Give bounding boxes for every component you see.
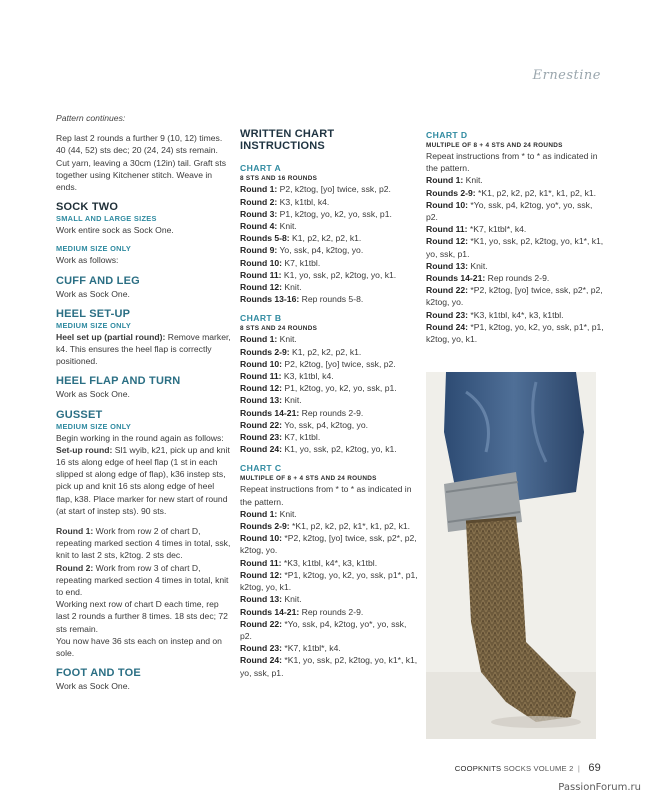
instruction-text: Knit. [277,221,297,232]
instruction-row [426,199,604,223]
instruction-text: *K7, k1tbl*, k4. [282,643,341,654]
instruction-row [426,187,604,199]
round2-bold: Round 2: [56,562,94,573]
instruction-row [426,284,604,308]
instruction-label: Rounds 5-8: [240,233,290,244]
instruction-row [240,269,418,281]
instruction-text: *P2, k2tog, [yo] twice, ssk, p2*, p2, k2tog, yo. [426,285,603,308]
instruction-row [426,174,604,186]
chart-b-sub: 8 STS AND 24 ROUNDS [240,325,318,333]
instruction-label: Rounds 13-16: [240,294,300,305]
instruction-text: *P1, k2tog, yo, k2, yo, ssk, p1*, p1, k2tog, yo, k1. [426,321,604,345]
instruction-label: Round 23: [426,309,469,320]
instruction-label: Round 13: [240,594,283,605]
instruction-row [240,196,418,208]
instruction-text: Knit. [277,334,297,345]
instruction-text: Knit. [463,175,483,186]
instruction-text: K1, p2, k2, p2, k1. [289,233,362,244]
instruction-text: Knit. [277,508,297,519]
instruction-label: Round 2: [240,196,278,207]
instruction-text: P1, k2tog, yo, k2, yo, ssk, p1. [282,383,397,394]
now-paragraph: You now have 36 sts each on instep and on sole. [56,635,222,659]
instruction-row [240,220,418,232]
instruction-text: *Yo, ssk, p4, k2tog, yo*, yo, ssk, p2. [426,199,593,223]
brand-logo: Ernestine [532,68,601,83]
sock-photo [426,372,596,739]
instruction-row [426,321,604,345]
instruction-label: Rounds 2-9: [240,346,290,357]
instruction-label: Round 12: [240,383,283,394]
instruction-text: *K1, yo, ssk, p2, k2tog, yo, k1*, k1, yo, ssk, p1. [426,236,604,259]
instruction-text: *K1, yo, ssk, p2, k2tog, yo, k1*, k1, yo, ssk, p1. [240,655,418,678]
medium-text: Work as follows: [56,255,119,266]
instruction-text: K3, k1tbl, k4. [277,196,330,207]
small-large-subheading: SMALL AND LARGE SIZES [56,214,157,224]
instruction-label: Round 24: [426,321,469,332]
instruction-label: Round 11: [240,269,282,280]
instruction-row [240,358,418,370]
instruction-label: Rounds 2-9: [426,187,476,198]
cuff-leg-text: Work as Sock One. [56,288,130,299]
instruction-row [240,333,418,345]
heel-setup-text: Remove marker, k4. This ensures the heel flap is correctly positioned. [56,331,231,367]
working-paragraph: Working next row of chart D each time, rep last 2 rounds a further 8 times. 18 sts dec; 72 sts remain. [56,599,228,634]
instruction-label: Round 23: [240,643,283,654]
instruction-label: Round 4: [240,221,278,232]
instruction-text: *P1, k2tog, yo, k2, yo, ssk, p1*, p1, k2tog, yo, k1. [240,569,418,593]
instruction-label: Round 13: [240,395,283,406]
instruction-text: P2, k2tog, [yo] twice, ssk, p2. [277,184,391,195]
instruction-label: Round 24: [240,444,283,455]
round1-bold: Round 1: [56,526,94,537]
heel-setup-paragraph [56,331,232,368]
instruction-text: K3, k1tbl, k4. [281,371,334,382]
column-middle [240,128,418,679]
instruction-text: Rep rounds 2-9. [485,273,550,284]
instruction-text: K7, k1tbl. [282,257,321,268]
sock-illustration [426,372,596,739]
instruction-text: Knit. [468,260,488,271]
instruction-label: Round 12: [426,236,469,247]
gusset-heading: GUSSET [56,408,103,421]
instruction-label: Round 10: [426,199,469,210]
instruction-row [426,223,604,235]
instruction-label: Rounds 14-21: [240,606,300,617]
instruction-label: Round 12: [240,282,283,293]
footer-separator: | [577,764,581,773]
instruction-row [240,232,418,244]
instruction-row [240,370,418,382]
foot-toe-text: Work as Sock One. [56,681,130,692]
instruction-label: Round 1: [240,184,278,195]
round1-text: Work from row 2 of chart D, repeating marked section 4 times in total, ssk, knit to last 2 sts, k2tog. 2 sts dec. [56,526,231,561]
chart-d-sub: MULTIPLE OF 8 + 4 STS AND 24 ROUNDS [426,142,563,149]
page-footer [455,762,601,774]
instruction-label: Round 1: [240,508,278,519]
written-chart-title: WRITTEN CHART INSTRUCTIONS [240,128,335,153]
heel-medium-subheading: MEDIUM SIZE ONLY [56,320,132,330]
chart-b-rows [240,333,418,455]
column-left [56,112,232,693]
instruction-text: K7, k1tbl. [282,432,321,443]
instruction-row [240,394,418,406]
instruction-row [240,419,418,431]
instruction-label: Round 22: [240,419,283,430]
instruction-row [426,260,604,272]
instruction-label: Rounds 14-21: [240,407,300,418]
instruction-label: Round 13: [426,260,469,271]
instruction-text: Yo, ssk, p4, k2tog, yo. [282,419,369,430]
chart-c-intro: Repeat instructions from * to * as indicated in the pattern. [240,484,412,507]
chart-c-rows [240,508,418,679]
instruction-row [240,431,418,443]
heel-setup-bold: Heel set up (partial round): [56,331,166,342]
instruction-label: Round 9: [240,245,278,256]
instruction-label: Round 22: [240,618,283,629]
chart-d-intro: Repeat instructions from * to * as indicated in the pattern. [426,151,598,174]
instruction-label: Round 12: [240,569,283,580]
instruction-row [240,606,418,618]
instruction-text: *Yo, ssk, p4, k2tog, yo*, yo, ssk, p2. [240,618,407,641]
instruction-text: Knit. [282,594,302,605]
instruction-text: Knit. [282,282,302,293]
setup-round-text: Sl1 wyib, k21, pick up and knit 16 sts along edge of heel flap (1 st in each slipped st along edge of flap), k36 instep sts, pick up and knit 16 sts along edge of heel flap, k38. Place marker for new start of round (at start of instep sts). 90 sts. [56,444,230,516]
chart-b-heading: CHART B [240,313,282,324]
instruction-row [240,557,418,569]
instruction-label: Round 11: [426,224,468,235]
instruction-row [426,309,604,321]
setup-round-paragraph [56,444,232,517]
instruction-row [240,532,418,556]
instruction-text: *K3, k1tbl, k4*, k3, k1tbl. [468,309,564,320]
intro-paragraph: Rep last 2 rounds a further 9 (10, 12) times. 40 (44, 52) sts dec; 20 (24, 24) sts remain. Cut yarn, leaving a 30cm (12in) tail. Graft sts together using Kitchener stitch. Weave in ends. [56,133,227,193]
instruction-label: Round 3: [240,208,278,219]
instruction-label: Round 10: [240,358,283,369]
instruction-text: K1, yo, ssk, p2, k2tog, yo, k1. [281,269,397,280]
instruction-label: Round 24: [240,655,283,666]
instruction-text: *K1, p2, k2, p2, k1*, k1, p2, k1. [289,521,411,532]
pattern-continues-label: Pattern continues: [56,113,126,123]
chart-c-sub: MULTIPLE OF 8 + 4 STS AND 24 ROUNDS [240,475,377,483]
instruction-row [240,293,418,305]
instruction-label: Round 11: [240,557,282,568]
round1-paragraph [56,525,232,562]
footer-brand: COOPKNITS [454,764,502,773]
instruction-row [240,569,418,593]
instruction-label: Round 22: [426,285,469,296]
instruction-text: Yo, ssk, p4, k2tog, yo. [277,245,364,256]
heel-setup-heading: HEEL SET-UP [56,307,131,320]
instruction-row [240,520,418,532]
instruction-row [240,618,418,642]
instruction-row [240,281,418,293]
instruction-text: Rep rounds 2-9. [299,606,364,617]
instruction-row [240,654,418,678]
chart-a-sub: 8 STS AND 16 ROUNDS [240,175,318,183]
instruction-row [426,272,604,284]
column-right [426,130,604,345]
small-large-text: Work entire sock as Sock One. [56,225,174,236]
instruction-text: *K3, k1tbl, k4*, k3, k1tbl. [281,557,378,568]
instruction-row [240,183,418,195]
chart-d-heading: CHART D [426,130,468,140]
instruction-text: Knit. [282,395,302,406]
instruction-row [240,208,418,220]
instruction-text: *K1, p2, k2, p2, k1*, k1, p2, k1. [475,187,597,198]
foot-toe-heading: FOOT AND TOE [56,667,141,680]
page-number: 69 [588,762,601,774]
instruction-label: Round 10: [240,257,283,268]
instruction-label: Round 1: [240,334,278,345]
instruction-row [426,235,604,259]
instruction-text: K1, p2, k2, p2, k1. [289,346,362,357]
heel-flap-text: Work as Sock One. [56,389,130,400]
instruction-row [240,593,418,605]
instruction-row [240,257,418,269]
instruction-label: Round 23: [240,432,283,443]
instruction-label: Round 11: [240,371,282,382]
sock-two-heading: SOCK TWO [56,201,119,214]
chart-a-heading: CHART A [240,163,282,174]
chart-d-rows [426,174,604,345]
gusset-medium-subheading: MEDIUM SIZE ONLY [56,421,132,431]
instruction-text: Rep rounds 5-8. [299,294,364,305]
setup-round-bold: Set-up round: [56,444,113,455]
instruction-row [240,443,418,455]
instruction-row [240,642,418,654]
watermark-text: PassionForum.ru [558,782,641,793]
instruction-row [240,244,418,256]
cuff-leg-heading: CUFF AND LEG [56,274,140,287]
instruction-text: *K7, k1tbl*, k4. [467,224,527,235]
round2-paragraph [56,562,232,599]
instruction-label: Round 1: [426,175,464,186]
heel-flap-heading: HEEL FLAP AND TURN [56,375,181,388]
medium-only-subheading: MEDIUM SIZE ONLY [56,244,132,254]
instruction-row [240,508,418,520]
instruction-text: P1, k2tog, yo, k2, yo, ssk, p1. [277,208,392,219]
instruction-text: Rep rounds 2-9. [299,407,364,418]
gusset-intro: Begin working in the round again as follows: [56,432,224,443]
chart-c-heading: CHART C [240,463,282,474]
instruction-label: Rounds 2-9: [240,521,290,532]
instruction-text: P2, k2tog, [yo] twice, ssk, p2. [282,358,396,369]
instruction-row [240,407,418,419]
footer-series: SOCKS VOLUME 2 [503,764,574,773]
chart-a-rows [240,183,418,305]
instruction-text: *P2, k2tog, [yo] twice, ssk, p2*, p2, k2tog, yo. [240,533,417,556]
round2-text: Work from row 3 of chart D, repeating marked section 4 times in total, knit to end. [56,562,229,598]
instruction-row [240,382,418,394]
instruction-label: Rounds 14-21: [426,273,486,284]
instruction-label: Round 10: [240,533,283,544]
instruction-row [240,346,418,358]
instruction-text: K1, yo, ssk, p2, k2tog, yo, k1. [282,444,397,455]
